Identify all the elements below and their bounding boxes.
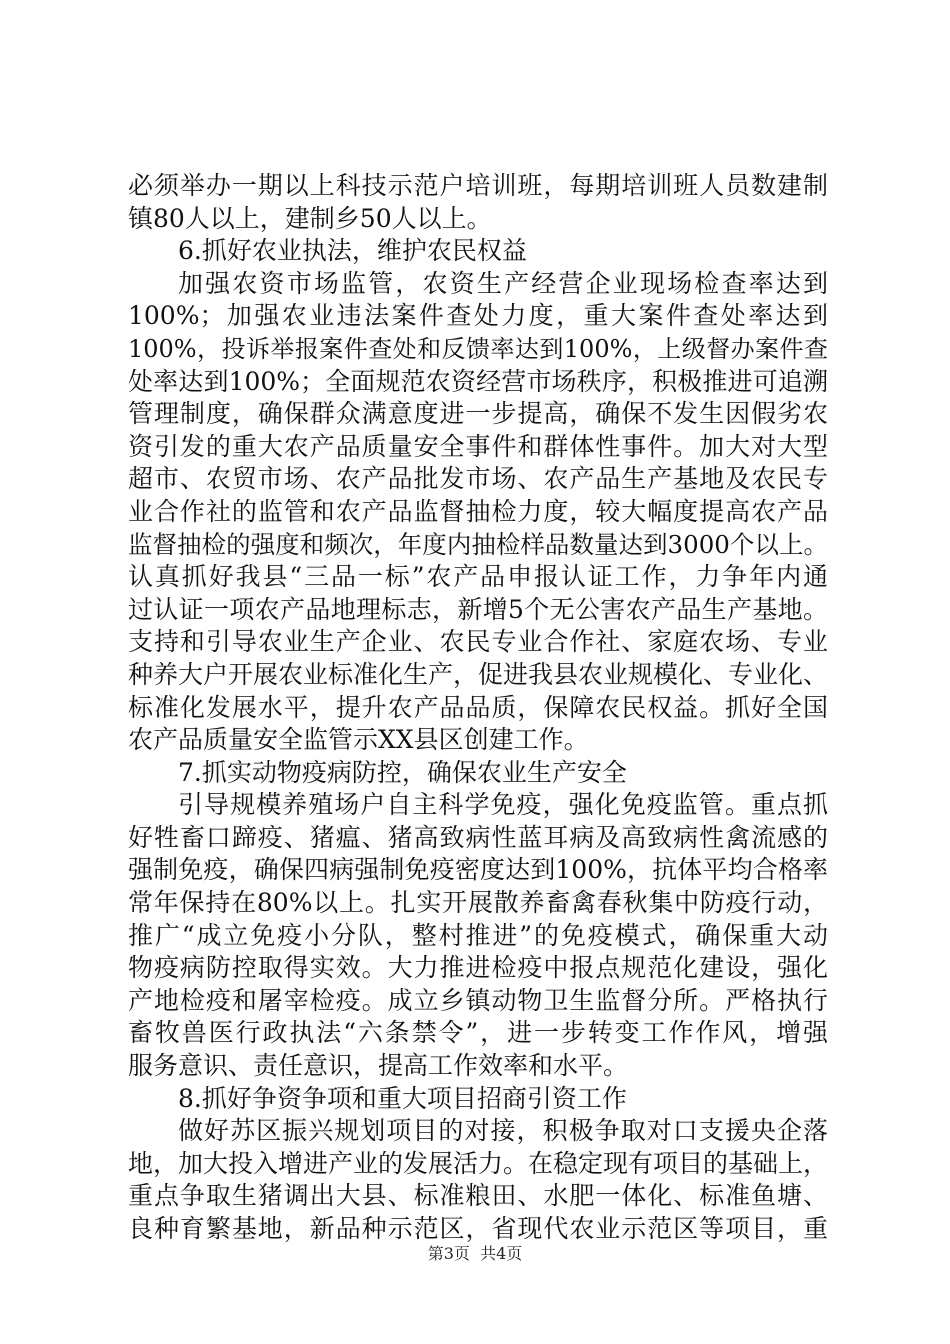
text-line: 100%，投诉举报案件查处和反馈率达到100%，上级督办案件查 [128, 334, 828, 363]
text-line: 必须举办一期以上科技示范户培训班，每期培训班人员数建制 [128, 171, 828, 200]
section-heading: 7.抓实动物疫病防控，确保农业生产安全 [178, 757, 627, 787]
text-line: 重点争取生猪调出大县、标准粮田、水肥一体化、标准鱼塘、 [128, 1181, 828, 1211]
text-line: 监督抽检的强度和频次，年度内抽检样品数量达到3000个以上。 [128, 529, 828, 559]
text-line: 常年保持在80%以上。扎实开展散养畜禽春秋集中防疫行动， [128, 888, 828, 918]
page-footer [0, 1244, 950, 1264]
text-line: 支持和引导农业生产企业、农民专业合作社、家庭农场、专业 [128, 627, 828, 657]
text-line: 处率达到100%；全面规范农资经营市场秩序，积极推进可追溯 [128, 366, 828, 396]
text-line: 推广“成立免疫小分队，整村推进”的免疫模式，确保重大动 [128, 920, 828, 950]
text-line: 100%；加强农业违法案件查处力度，重大案件查处率达到 [128, 301, 828, 331]
text-line: 镇80人以上，建制乡50人以上。 [128, 203, 492, 233]
text-line: 加强农资市场监管，农资生产经营企业现场检查率达到 [178, 268, 828, 298]
text-line: 引导规模养殖场户自主科学免疫，强化免疫监管。重点抓 [178, 790, 828, 820]
text-line: 服务意识、责任意识，提高工作效率和水平。 [128, 1051, 629, 1081]
text-line: 农产品质量安全监管示XX县区创建工作。 [128, 725, 589, 755]
text-line: 物疫病防控取得实效。大力推进检疫中报点规范化建设，强化 [128, 953, 828, 983]
text-line: 认真抓好我县“三品一标”农产品申报认证工作，力争年内通 [128, 562, 828, 592]
text-line: 强制免疫，确保四病强制免疫密度达到100%，抗体平均合格率 [128, 855, 828, 885]
document-body [128, 170, 828, 1246]
text-line: 种养大户开展农业标准化生产，促进我县农业规模化、专业化、 [128, 659, 829, 689]
text-line: 好牲畜口蹄疫、猪瘟、猪高致病性蓝耳病及高致病性禽流感的 [128, 822, 828, 852]
text-line: 产地检疫和屠宰检疫。成立乡镇动物卫生监督分所。严格执行 [128, 985, 828, 1015]
text-line: 业合作社的监管和农产品监督抽检力度，较大幅度提高农产品 [128, 496, 828, 526]
page-number-label: 第3页 共4页 [427, 1244, 523, 1263]
text-line: 畜牧兽医行政执法“六条禁令”，进一步转变工作作风，增强 [128, 1018, 828, 1048]
text-line: 资引发的重大农产品质量安全事件和群体性事件。加大对大型 [128, 431, 828, 461]
text-line: 做好苏区振兴规划项目的对接，积极争取对口支援央企落 [178, 1116, 828, 1146]
text-line: 良种育繁基地，新品种示范区，省现代农业示范区等项目，重 [128, 1214, 828, 1243]
text-line: 管理制度，确保群众满意度进一步提高，确保不发生因假劣农 [128, 399, 828, 429]
text-line: 过认证一项农产品地理标志，新增5个无公害农产品生产基地。 [128, 594, 828, 624]
text-line: 标准化发展水平，提升农产品品质，保障农民权益。抓好全国 [128, 692, 828, 722]
text-line: 地，加大投入增进产业的发展活力。在稳定现有项目的基础上， [128, 1148, 829, 1178]
section-heading: 8.抓好争资争项和重大项目招商引资工作 [178, 1083, 627, 1113]
section-heading: 6.抓好农业执法，维护农民权益 [178, 236, 527, 266]
text-line: 超市、农贸市场、农产品批发市场、农产品生产基地及农民专 [128, 464, 828, 494]
